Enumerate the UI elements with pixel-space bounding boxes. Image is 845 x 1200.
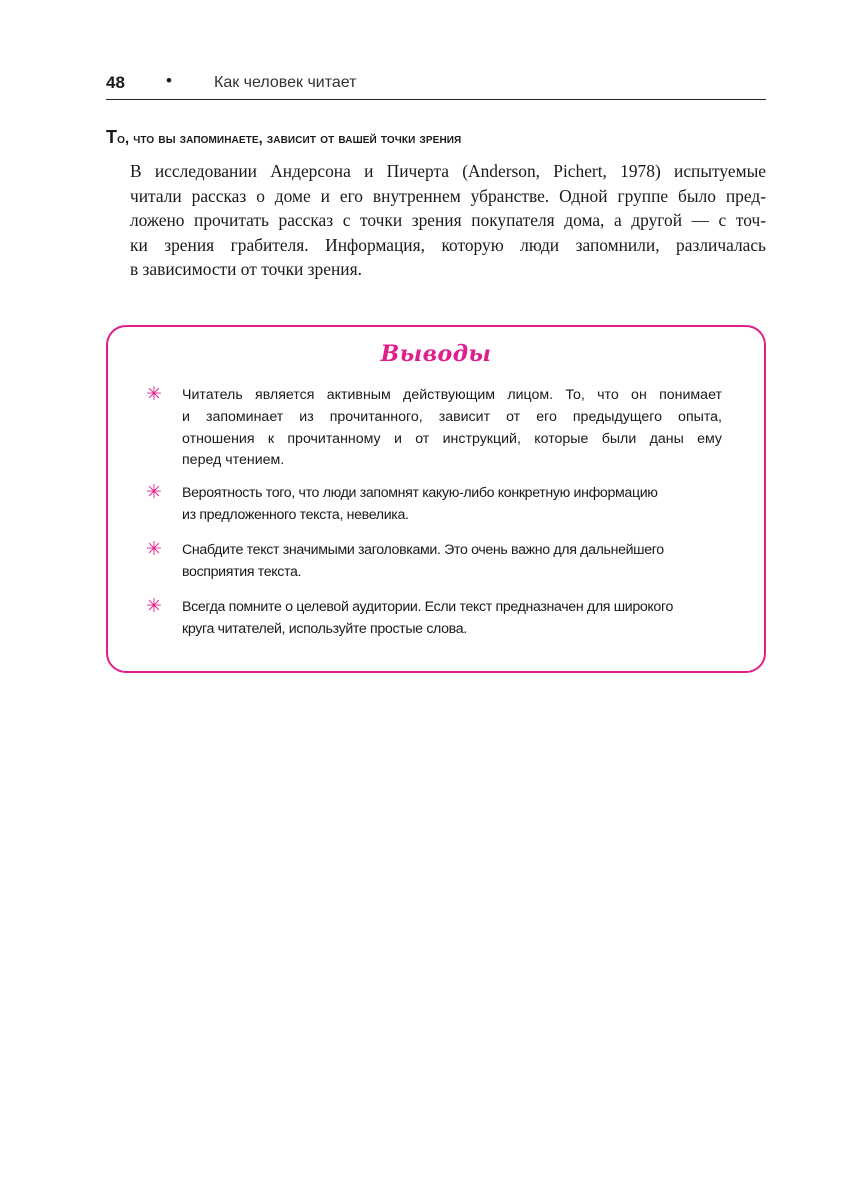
header-bullet: • — [166, 71, 172, 90]
conclusion-line: отношения к прочитанному и от инструкций, которые были даны ему — [182, 430, 722, 447]
body-line: ки зрения грабителя. Информация, которую люди запомнили, различалась — [130, 234, 766, 255]
body-line: ложено прочитать рассказ с точки зрения покупателя дома, а другой — с точ- — [130, 210, 766, 230]
section-heading-text: о, что вы запоминаете, зависит от вашей точки зрения — [117, 131, 462, 147]
asterisk-icon: ✳ — [146, 595, 162, 617]
conclusion-line: восприятия текста. — [182, 563, 302, 580]
section-heading-initial: Т — [106, 127, 118, 147]
page-number: 48 — [106, 73, 125, 92]
conclusion-line: Всегда помните о целевой аудитории. Если текст предназначен для широкого — [182, 599, 674, 615]
conclusion-line: круга читателей, используйте простые слова. — [182, 620, 467, 637]
conclusions-box — [106, 325, 766, 673]
asterisk-icon: ✳ — [146, 481, 162, 503]
body-paragraph — [130, 159, 766, 282]
running-header — [106, 70, 766, 100]
conclusion-line: Вероятность того, что люди запомнят какую-либо конкретную информацию — [182, 485, 658, 501]
conclusion-line: из предложенного текста, невелика. — [182, 506, 409, 523]
conclusion-text — [182, 540, 722, 584]
conclusion-line: перед чтением. — [182, 452, 285, 469]
body-line: читали рассказ о доме и его внутреннем убранстве. Одной группе было пред- — [130, 185, 766, 206]
conclusion-line: и запоминает из прочитанного, зависит от его предыдущего опыта, — [182, 408, 722, 425]
conclusion-text — [182, 483, 722, 527]
conclusions-title: Выводы — [380, 341, 492, 367]
section-heading — [106, 127, 776, 148]
conclusion-text — [182, 597, 722, 641]
body-line: в зависимости от точки зрения. — [130, 259, 362, 279]
conclusion-line: Читатель является активным действующим лицом. То, что он понимает — [182, 387, 722, 403]
asterisk-icon: ✳ — [146, 383, 162, 405]
conclusion-line: Снабдите текст значимыми заголовками. Это очень важно для дальнейшего — [182, 542, 664, 558]
conclusion-text — [182, 385, 722, 472]
body-line: В исследовании Андерсона и Пичерта (Anderson, Pichert, 1978) испытуемые — [130, 161, 766, 181]
asterisk-icon: ✳ — [146, 538, 162, 560]
chapter-title: Как человек читает — [214, 74, 357, 91]
